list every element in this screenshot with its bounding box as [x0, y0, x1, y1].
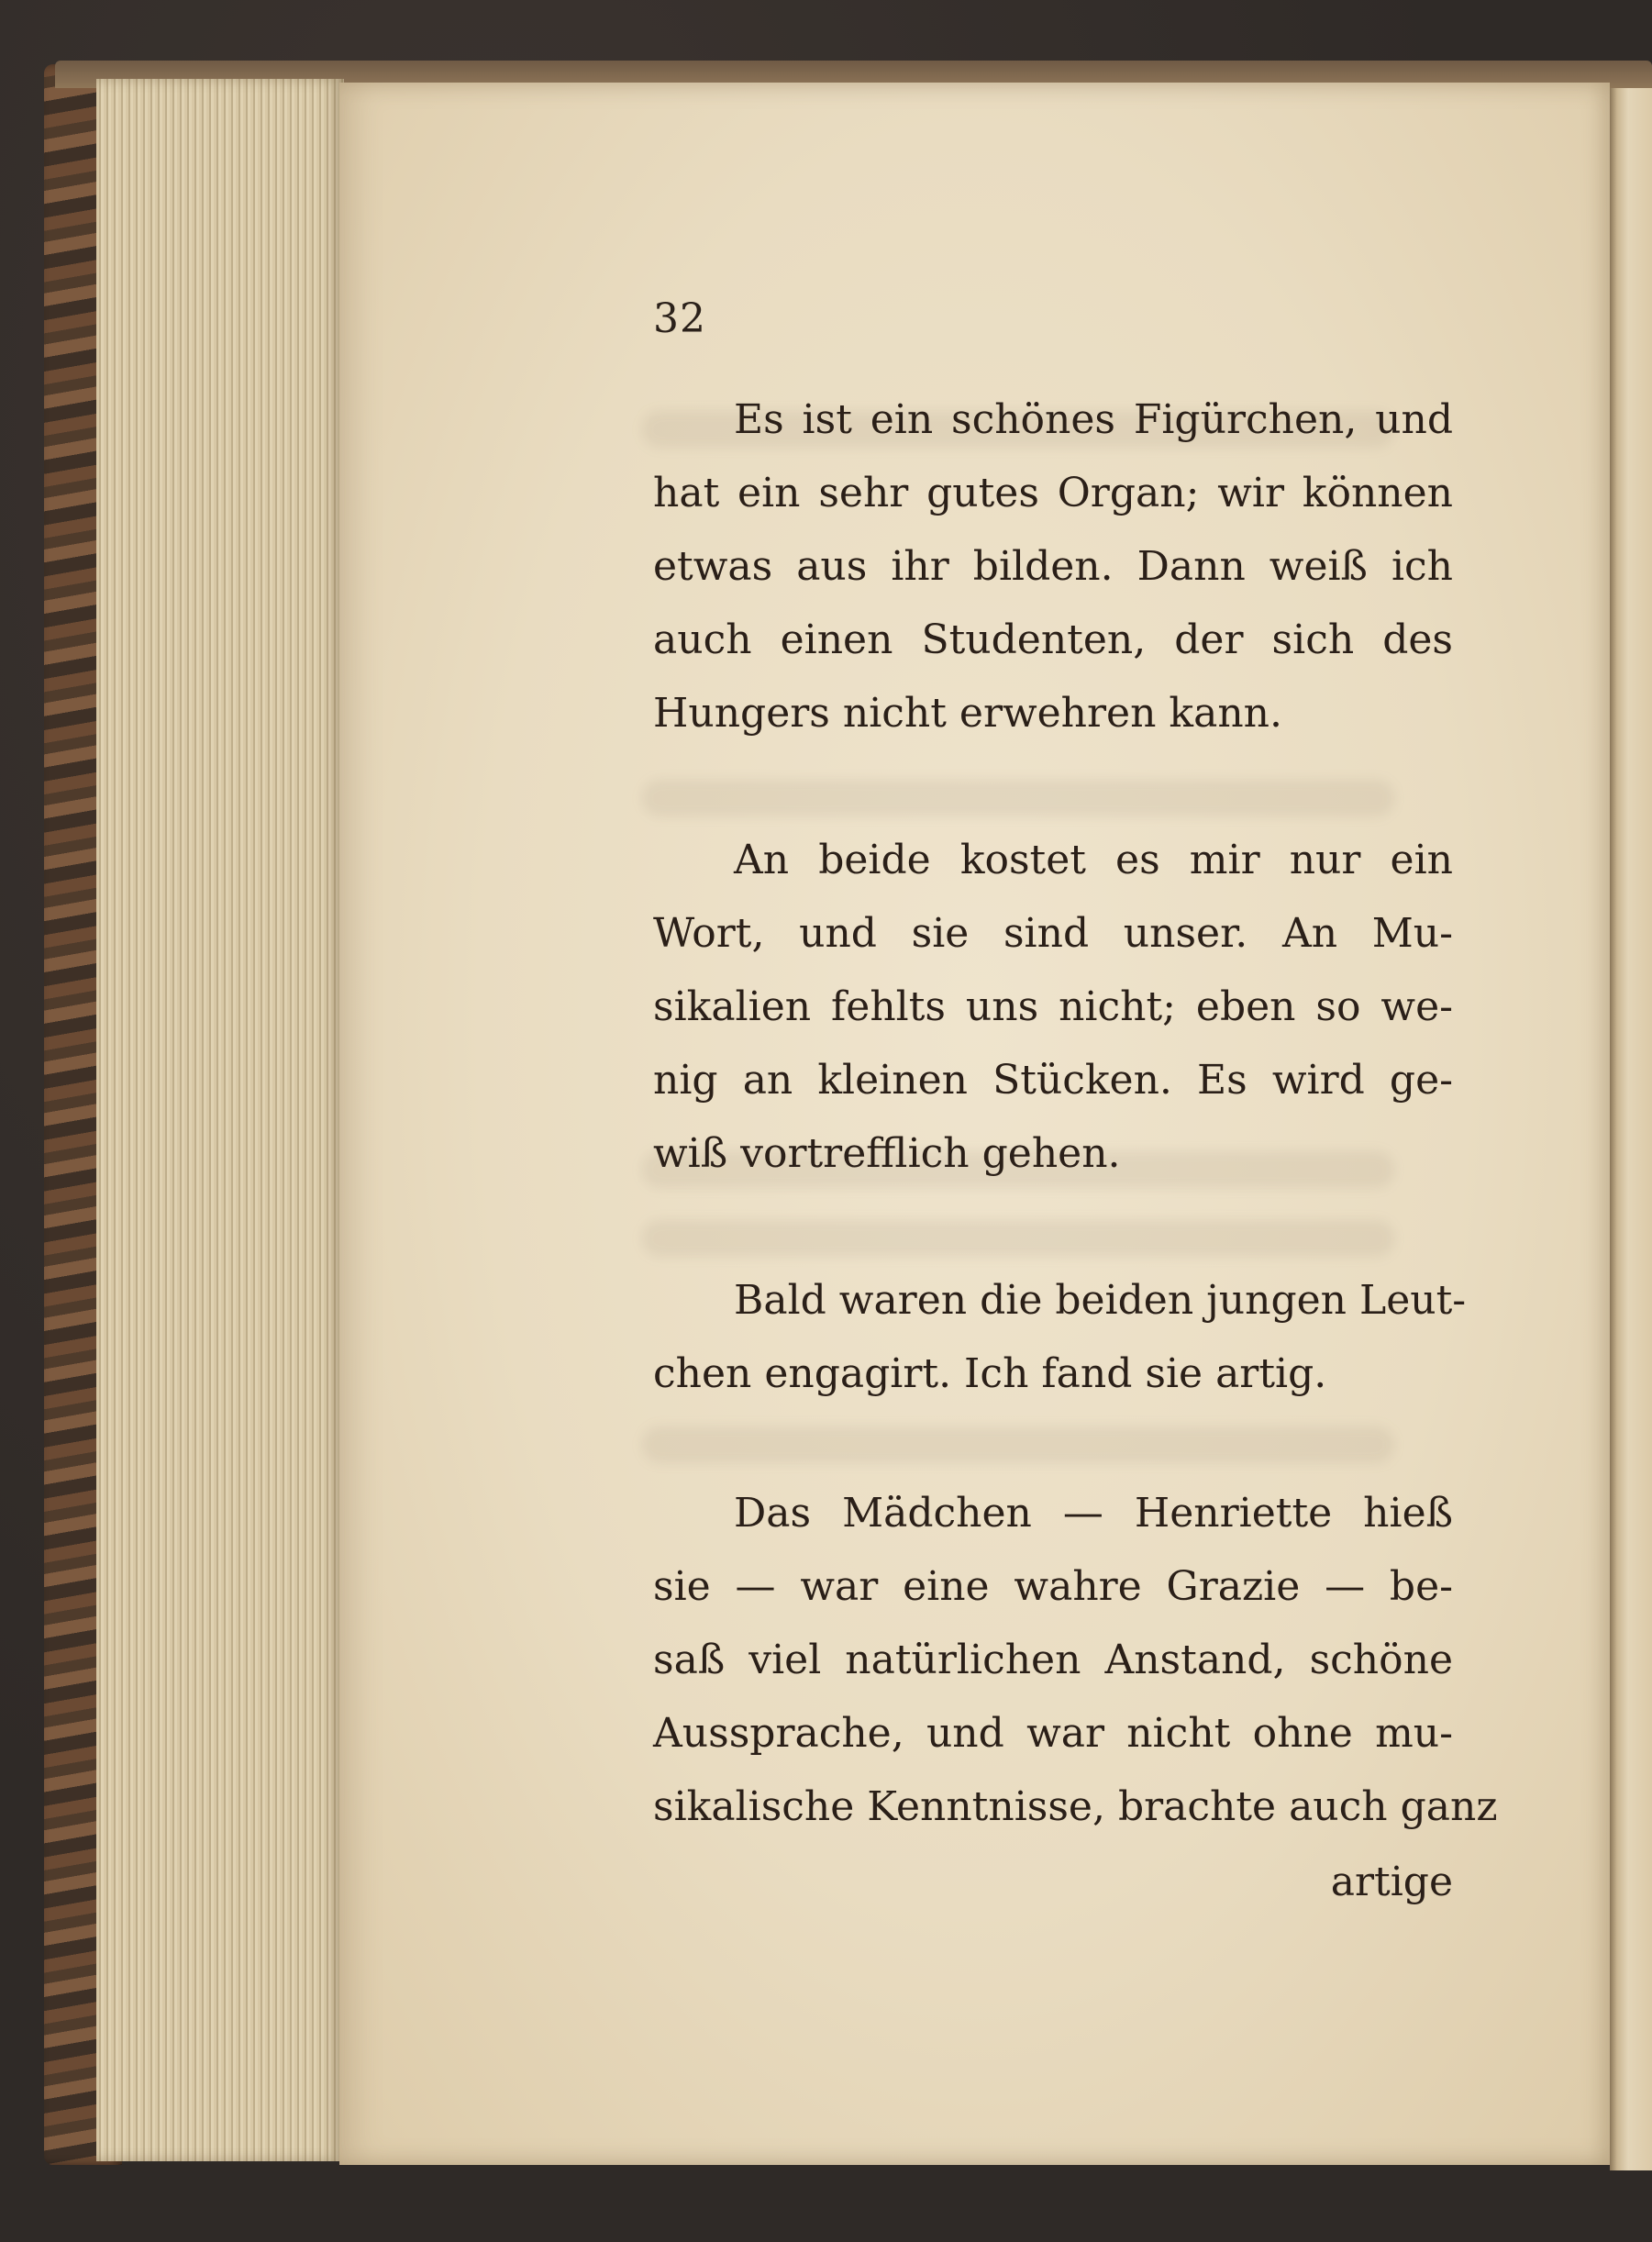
text-line: saß viel natürlichen Anstand, schöne — [653, 1637, 1453, 1683]
text-line: Bald waren die beiden jungen Leut- — [734, 1277, 1467, 1324]
text-line: auch einen Studenten, der sich des — [653, 616, 1453, 663]
text-line: Es ist ein schönes Figürchen, und — [734, 396, 1453, 443]
text-line: wiß vortrefflich gehen. — [653, 1130, 1121, 1177]
text-line: sie — war eine wahre Grazie — be- — [653, 1563, 1453, 1610]
text-line: sikalien fehlts uns nicht; eben so we- — [653, 983, 1453, 1030]
text-line: Wort, und sie sind unser. An Mu- — [653, 910, 1453, 957]
text-line: An beide kostet es mir nur ein — [734, 837, 1453, 883]
page-number: 32 — [653, 295, 706, 342]
catchword: artige — [1330, 1859, 1453, 1905]
text-line: chen engagirt. Ich fand sie artig. — [653, 1350, 1327, 1397]
text-line: nig an kleinen Stücken. Es wird ge- — [653, 1057, 1453, 1104]
text-line: Das Mädchen — Henriette hieß — [734, 1490, 1453, 1537]
text-line: Aussprache, und war nicht ohne mu- — [653, 1710, 1453, 1757]
text-line: sikalische Kenntnisse, brachte auch ganz — [653, 1783, 1498, 1830]
text-line: etwas aus ihr bilden. Dann weiß ich — [653, 543, 1453, 590]
text-line: hat ein sehr gutes Organ; wir können — [653, 470, 1453, 516]
text-line: Hungers nicht erwehren kann. — [653, 690, 1282, 737]
